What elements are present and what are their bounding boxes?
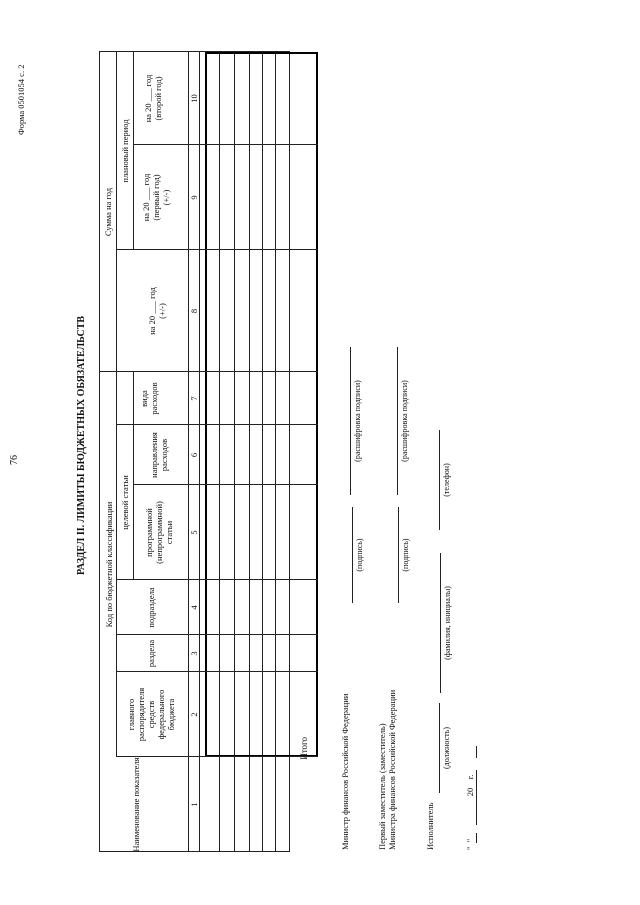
col-number: 9 xyxy=(189,195,199,200)
minister-label: Министр финансов Российской Федерации xyxy=(340,693,350,850)
budget-code-header: Код по бюджетной классификации xyxy=(104,501,114,628)
col-number: 5 xyxy=(189,530,199,535)
second-year-header: на 20 ___ год (второй год) xyxy=(143,74,163,123)
sum-header: Сумма на год xyxy=(103,187,113,237)
deputy-label-line2: Министра финансов Российской Федерации xyxy=(387,689,397,850)
deputy-label-line1: Первый заместитель (заместитель) xyxy=(377,723,387,850)
phone-caption: (телефон) xyxy=(442,463,451,497)
chief-manager-header: главного распорядителя средств федерального бюджета xyxy=(126,687,176,742)
col-number: 6 xyxy=(189,452,199,458)
subsection-header: подраздела xyxy=(146,587,156,628)
page-number: 76 xyxy=(9,455,20,465)
name-caption: (фамилия, инициалы) xyxy=(443,586,452,660)
program-header: программной (непрограммной) статьи xyxy=(144,501,174,564)
planning-header: плановый период xyxy=(120,119,130,183)
col-number: 3 xyxy=(189,651,199,656)
date-line: " " 20 г. xyxy=(465,774,475,850)
signature-caption: (подпись) xyxy=(355,538,364,572)
first-year-header: на 20 ___ год (первый год) (+/-) xyxy=(141,173,171,222)
form-code: Форма 0501054 с. 2 xyxy=(16,64,26,135)
decoding-caption: (расшифровка подписи) xyxy=(400,380,409,462)
direction-header: направления расходов xyxy=(149,432,169,478)
executor-label: Исполнитель xyxy=(425,802,435,850)
col-number: 10 xyxy=(189,94,199,103)
section-title: РАЗДЕЛ II. ЛИМИТЫ БЮДЖЕТНЫХ ОБЯЗАТЕЛЬСТВ xyxy=(76,315,87,575)
col-indicator-header: Наименование показателя xyxy=(131,757,141,852)
col-number: 1 xyxy=(189,802,199,807)
col-number: 2 xyxy=(189,712,199,717)
col-number: 7 xyxy=(189,396,199,401)
position-caption: (должность) xyxy=(442,727,451,769)
col-number: 8 xyxy=(189,308,199,314)
signature-caption: (подпись) xyxy=(401,538,410,572)
year-header: на 20 ___ год (+/-) xyxy=(147,287,167,335)
decoding-caption: (расшифровка подписи) xyxy=(353,380,362,462)
expense-type-header: вида расходов xyxy=(139,382,159,415)
total-label: Итого xyxy=(299,737,309,760)
section-header: раздела xyxy=(146,639,156,668)
col-number: 4 xyxy=(189,605,199,610)
target-article-header: целевой статьи xyxy=(120,475,130,530)
